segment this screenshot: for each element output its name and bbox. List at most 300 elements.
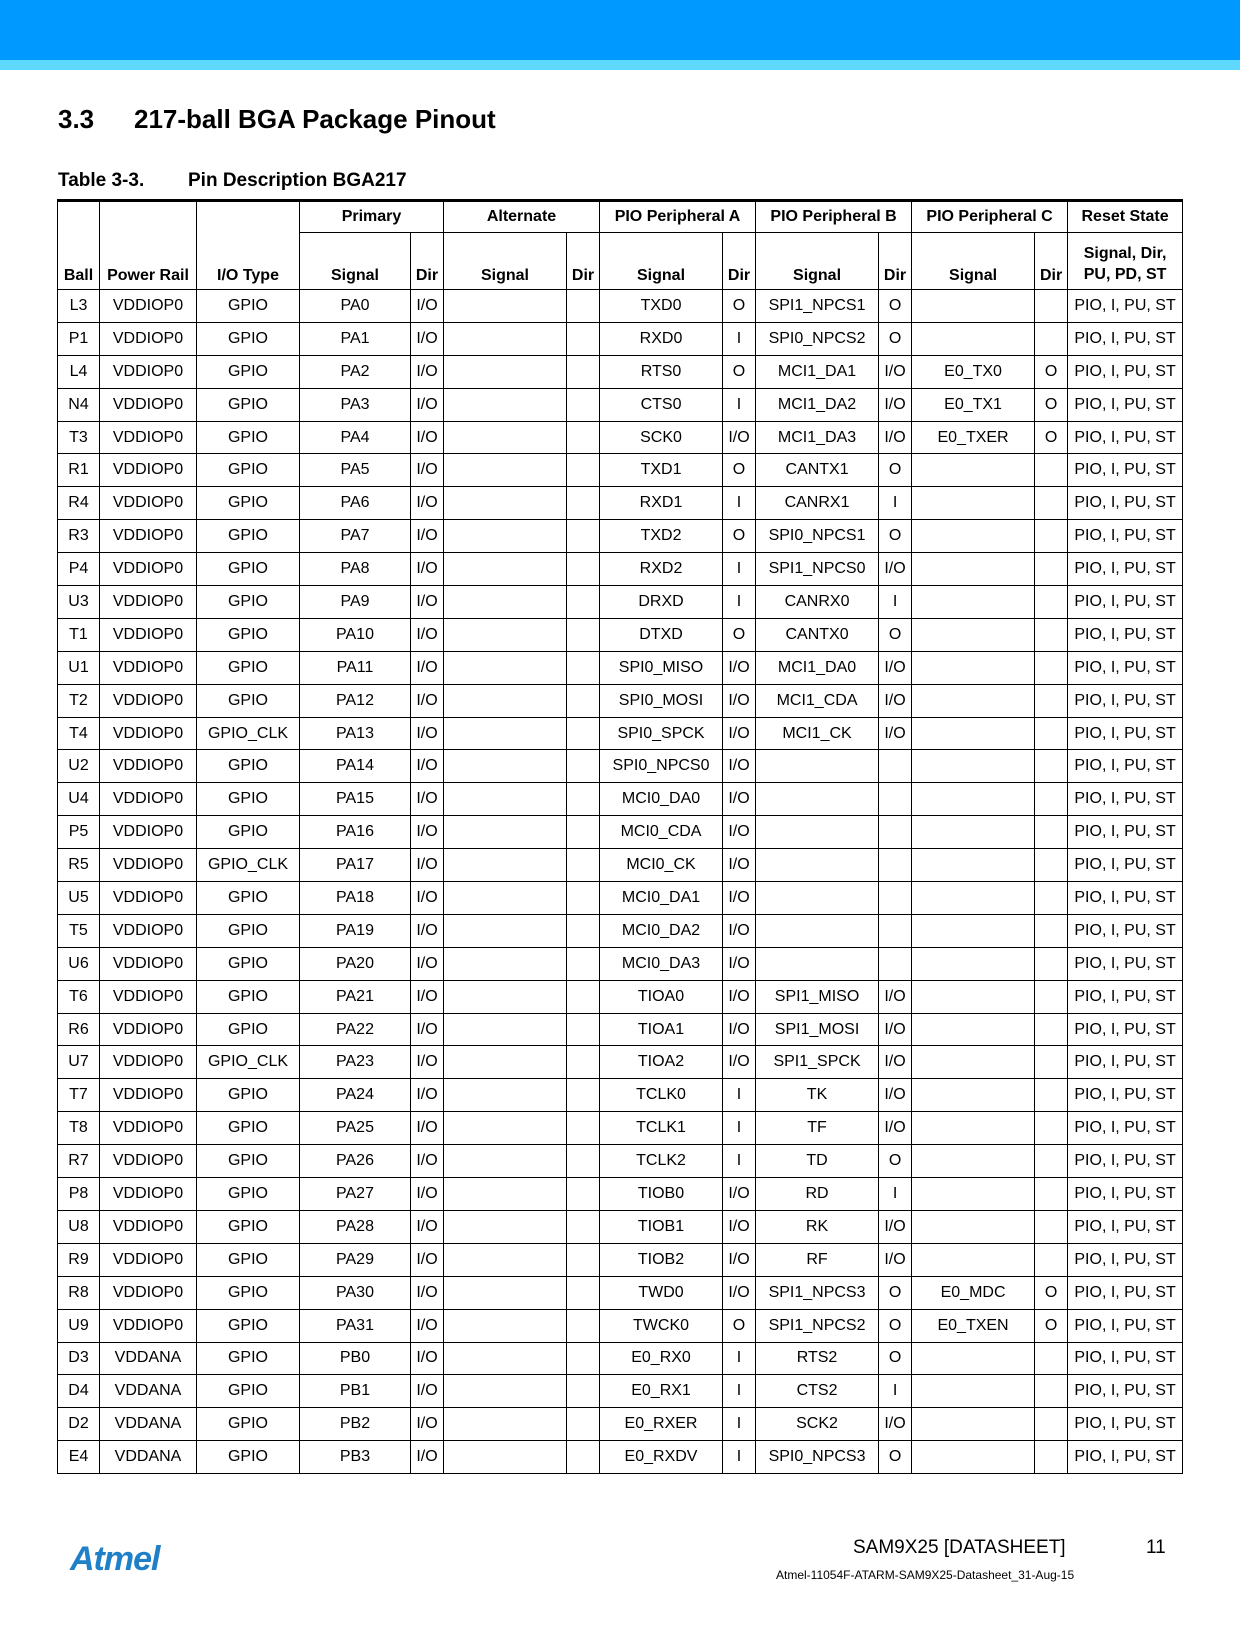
cell-pio-b-signal: TK — [756, 1079, 879, 1112]
cell-pio-a-signal: E0_RX0 — [600, 1342, 723, 1375]
cell-pio-b-signal: MCI1_DA3 — [756, 421, 879, 454]
cell-reset-state: PIO, I, PU, ST — [1068, 980, 1183, 1013]
cell-primary-signal: PA20 — [300, 947, 411, 980]
cell-power-rail: VDDIOP0 — [100, 1309, 197, 1342]
cell-pio-b-signal — [756, 816, 879, 849]
cell-primary-dir: I/O — [411, 355, 444, 388]
cell-pio-a-signal: MCI0_DA0 — [600, 783, 723, 816]
table-row — [58, 1408, 1183, 1441]
cell-pio-a-dir: I/O — [723, 1210, 756, 1243]
cell-power-rail: VDDIOP0 — [100, 980, 197, 1013]
cell-alternate-signal — [444, 914, 567, 947]
cell-pio-b-dir: I/O — [879, 1408, 912, 1441]
table-row — [58, 1079, 1183, 1112]
cell-pio-b-signal: SPI1_NPCS1 — [756, 290, 879, 323]
table-caption-label: Table 3-3. — [58, 170, 145, 191]
cell-pio-c-dir — [1035, 783, 1068, 816]
cell-pio-a-signal: DTXD — [600, 618, 723, 651]
cell-pio-c-signal — [912, 651, 1035, 684]
cell-pio-a-dir: I — [723, 322, 756, 355]
table-row — [58, 1178, 1183, 1211]
cell-pio-a-dir: O — [723, 618, 756, 651]
cell-pio-c-dir: O — [1035, 421, 1068, 454]
cell-alternate-signal — [444, 454, 567, 487]
cell-pio-a-signal: RXD1 — [600, 487, 723, 520]
cell-alternate-signal — [444, 980, 567, 1013]
col-header-alternate-dir: Dir — [567, 233, 600, 290]
cell-pio-c-signal — [912, 882, 1035, 915]
cell-alternate-dir — [567, 1408, 600, 1441]
cell-pio-c-signal — [912, 750, 1035, 783]
cell-pio-b-signal: CANRX0 — [756, 586, 879, 619]
cell-power-rail: VDDIOP0 — [100, 454, 197, 487]
group-header-pio-b: PIO Peripheral B — [756, 201, 912, 233]
cell-reset-state: PIO, I, PU, ST — [1068, 783, 1183, 816]
cell-pio-c-dir — [1035, 290, 1068, 323]
cell-power-rail: VDDIOP0 — [100, 717, 197, 750]
cell-primary-dir: I/O — [411, 454, 444, 487]
cell-pio-b-dir: O — [879, 1276, 912, 1309]
cell-pio-b-signal: CTS2 — [756, 1375, 879, 1408]
cell-reset-state: PIO, I, PU, ST — [1068, 1046, 1183, 1079]
cell-io-type: GPIO — [197, 1408, 300, 1441]
cell-alternate-signal — [444, 1408, 567, 1441]
cell-alternate-signal — [444, 651, 567, 684]
cell-pio-b-dir: I/O — [879, 980, 912, 1013]
cell-pio-b-signal: TD — [756, 1145, 879, 1178]
cell-pio-a-signal: TIOB1 — [600, 1210, 723, 1243]
cell-ball: R9 — [58, 1243, 100, 1276]
cell-pio-b-signal: RTS2 — [756, 1342, 879, 1375]
table-row — [58, 914, 1183, 947]
cell-io-type: GPIO — [197, 947, 300, 980]
cell-primary-signal: PA12 — [300, 684, 411, 717]
cell-pio-c-dir — [1035, 322, 1068, 355]
cell-alternate-dir — [567, 1375, 600, 1408]
cell-power-rail: VDDIOP0 — [100, 388, 197, 421]
cell-pio-c-dir — [1035, 1375, 1068, 1408]
cell-primary-dir: I/O — [411, 618, 444, 651]
footer-doc-id: Atmel-11054F-ATARM-SAM9X25-Datasheet_31-Aug-15 — [776, 1568, 1075, 1582]
cell-pio-c-signal — [912, 1243, 1035, 1276]
cell-alternate-dir — [567, 388, 600, 421]
cell-pio-a-dir: I/O — [723, 816, 756, 849]
cell-io-type: GPIO — [197, 1210, 300, 1243]
cell-power-rail: VDDIOP0 — [100, 816, 197, 849]
cell-pio-c-signal — [912, 487, 1035, 520]
table-body — [58, 290, 1183, 1474]
table-row — [58, 816, 1183, 849]
cell-alternate-signal — [444, 553, 567, 586]
cell-io-type: GPIO — [197, 553, 300, 586]
col-header-primary-dir: Dir — [411, 233, 444, 290]
table-row — [58, 1145, 1183, 1178]
cell-alternate-dir — [567, 1210, 600, 1243]
table-row — [58, 947, 1183, 980]
cell-ball: U4 — [58, 783, 100, 816]
table-row — [58, 421, 1183, 454]
cell-pio-c-signal — [912, 454, 1035, 487]
cell-primary-signal: PA10 — [300, 618, 411, 651]
cell-pio-b-signal: SPI1_NPCS2 — [756, 1309, 879, 1342]
cell-primary-dir: I/O — [411, 980, 444, 1013]
cell-primary-dir: I/O — [411, 586, 444, 619]
cell-pio-a-signal: SPI0_NPCS0 — [600, 750, 723, 783]
cell-ball: R3 — [58, 520, 100, 553]
cell-pio-c-signal — [912, 1210, 1035, 1243]
cell-reset-state: PIO, I, PU, ST — [1068, 1210, 1183, 1243]
cell-pio-b-signal: SPI0_NPCS2 — [756, 322, 879, 355]
cell-alternate-dir — [567, 355, 600, 388]
cell-reset-state: PIO, I, PU, ST — [1068, 421, 1183, 454]
cell-pio-b-signal: CANRX1 — [756, 487, 879, 520]
cell-power-rail: VDDIOP0 — [100, 914, 197, 947]
table-row — [58, 1046, 1183, 1079]
cell-primary-signal: PA19 — [300, 914, 411, 947]
cell-power-rail: VDDIOP0 — [100, 618, 197, 651]
cell-pio-a-signal: TWD0 — [600, 1276, 723, 1309]
cell-pio-b-dir: I — [879, 1178, 912, 1211]
cell-reset-state: PIO, I, PU, ST — [1068, 1145, 1183, 1178]
cell-io-type: GPIO — [197, 1375, 300, 1408]
cell-primary-signal: PA0 — [300, 290, 411, 323]
table-caption-title: Pin Description BGA217 — [188, 170, 407, 191]
cell-ball: D3 — [58, 1342, 100, 1375]
cell-pio-c-signal — [912, 290, 1035, 323]
cell-alternate-dir — [567, 651, 600, 684]
cell-pio-b-signal: RD — [756, 1178, 879, 1211]
table-row — [58, 1309, 1183, 1342]
cell-alternate-signal — [444, 1145, 567, 1178]
cell-pio-b-dir: I/O — [879, 421, 912, 454]
cell-primary-signal: PA23 — [300, 1046, 411, 1079]
cell-power-rail: VDDIOP0 — [100, 947, 197, 980]
cell-pio-c-signal — [912, 586, 1035, 619]
cell-pio-a-dir: I — [723, 1342, 756, 1375]
cell-pio-c-dir — [1035, 520, 1068, 553]
col-header-pio-b-signal: Signal — [756, 233, 879, 290]
cell-pio-b-dir: I — [879, 1375, 912, 1408]
cell-alternate-signal — [444, 1342, 567, 1375]
cell-pio-c-signal: E0_TXEN — [912, 1309, 1035, 1342]
cell-power-rail: VDDIOP0 — [100, 487, 197, 520]
cell-primary-signal: PA13 — [300, 717, 411, 750]
cell-power-rail: VDDIOP0 — [100, 849, 197, 882]
cell-reset-state: PIO, I, PU, ST — [1068, 1375, 1183, 1408]
cell-alternate-dir — [567, 1309, 600, 1342]
cell-alternate-signal — [444, 947, 567, 980]
cell-alternate-dir — [567, 1046, 600, 1079]
cell-pio-c-dir — [1035, 980, 1068, 1013]
cell-ball: U5 — [58, 882, 100, 915]
cell-pio-a-dir: I/O — [723, 1243, 756, 1276]
table-row — [58, 684, 1183, 717]
cell-alternate-signal — [444, 717, 567, 750]
cell-primary-signal: PA21 — [300, 980, 411, 1013]
col-header-pio-c-signal: Signal — [912, 233, 1035, 290]
table-row — [58, 1243, 1183, 1276]
cell-alternate-dir — [567, 322, 600, 355]
cell-ball: D4 — [58, 1375, 100, 1408]
cell-alternate-dir — [567, 421, 600, 454]
cell-pio-a-signal: E0_RX1 — [600, 1375, 723, 1408]
cell-alternate-signal — [444, 1309, 567, 1342]
cell-reset-state: PIO, I, PU, ST — [1068, 618, 1183, 651]
cell-pio-b-dir: O — [879, 618, 912, 651]
cell-alternate-dir — [567, 520, 600, 553]
table-row — [58, 1210, 1183, 1243]
cell-alternate-signal — [444, 1079, 567, 1112]
cell-io-type: GPIO — [197, 388, 300, 421]
cell-primary-signal: PA3 — [300, 388, 411, 421]
cell-pio-c-dir — [1035, 553, 1068, 586]
cell-io-type: GPIO_CLK — [197, 1046, 300, 1079]
cell-reset-state: PIO, I, PU, ST — [1068, 717, 1183, 750]
cell-alternate-signal — [444, 618, 567, 651]
cell-pio-a-signal: TCLK2 — [600, 1145, 723, 1178]
cell-primary-dir: I/O — [411, 1145, 444, 1178]
cell-primary-dir: I/O — [411, 914, 444, 947]
cell-pio-b-signal: MCI1_DA0 — [756, 651, 879, 684]
cell-alternate-signal — [444, 1178, 567, 1211]
cell-pio-c-signal — [912, 1112, 1035, 1145]
cell-pio-c-dir — [1035, 717, 1068, 750]
table-row — [58, 783, 1183, 816]
cell-io-type: GPIO — [197, 586, 300, 619]
cell-alternate-signal — [444, 355, 567, 388]
cell-pio-a-dir: I — [723, 487, 756, 520]
cell-primary-dir: I/O — [411, 322, 444, 355]
cell-power-rail: VDDIOP0 — [100, 1243, 197, 1276]
cell-io-type: GPIO — [197, 421, 300, 454]
cell-pio-b-signal: RF — [756, 1243, 879, 1276]
cell-pio-a-signal: TIOA0 — [600, 980, 723, 1013]
cell-alternate-signal — [444, 783, 567, 816]
cell-ball: T6 — [58, 980, 100, 1013]
cell-ball: L4 — [58, 355, 100, 388]
cell-primary-signal: PB3 — [300, 1441, 411, 1474]
cell-reset-state: PIO, I, PU, ST — [1068, 520, 1183, 553]
cell-ball: U1 — [58, 651, 100, 684]
cell-reset-state: PIO, I, PU, ST — [1068, 1243, 1183, 1276]
cell-primary-dir: I/O — [411, 487, 444, 520]
table-row — [58, 388, 1183, 421]
cell-pio-a-dir: I/O — [723, 914, 756, 947]
cell-reset-state: PIO, I, PU, ST — [1068, 355, 1183, 388]
cell-pio-b-dir — [879, 816, 912, 849]
table-row — [58, 1342, 1183, 1375]
table-group-header-row — [58, 201, 1183, 233]
cell-pio-c-dir — [1035, 1112, 1068, 1145]
cell-reset-state: PIO, I, PU, ST — [1068, 290, 1183, 323]
cell-pio-b-dir: I/O — [879, 355, 912, 388]
cell-io-type: GPIO — [197, 980, 300, 1013]
cell-pio-a-dir: I/O — [723, 980, 756, 1013]
cell-pio-c-dir — [1035, 1210, 1068, 1243]
cell-power-rail: VDDIOP0 — [100, 1145, 197, 1178]
cell-io-type: GPIO — [197, 520, 300, 553]
table-row — [58, 355, 1183, 388]
cell-pio-a-dir: I — [723, 388, 756, 421]
table-row — [58, 290, 1183, 323]
cell-primary-signal: PB0 — [300, 1342, 411, 1375]
cell-pio-a-signal: CTS0 — [600, 388, 723, 421]
cell-pio-b-dir — [879, 849, 912, 882]
cell-reset-state: PIO, I, PU, ST — [1068, 388, 1183, 421]
cell-primary-dir: I/O — [411, 750, 444, 783]
cell-pio-a-dir: O — [723, 290, 756, 323]
cell-pio-a-dir: I/O — [723, 849, 756, 882]
cell-pio-b-signal: SPI1_NPCS0 — [756, 553, 879, 586]
cell-pio-c-dir — [1035, 750, 1068, 783]
cell-alternate-signal — [444, 750, 567, 783]
cell-reset-state: PIO, I, PU, ST — [1068, 1342, 1183, 1375]
cell-pio-b-dir: O — [879, 520, 912, 553]
cell-pio-a-signal: RTS0 — [600, 355, 723, 388]
cell-alternate-dir — [567, 1145, 600, 1178]
cell-pio-b-signal: SPI0_NPCS1 — [756, 520, 879, 553]
cell-io-type: GPIO — [197, 1276, 300, 1309]
cell-pio-c-signal: E0_MDC — [912, 1276, 1035, 1309]
cell-pio-c-dir: O — [1035, 1276, 1068, 1309]
cell-power-rail: VDDIOP0 — [100, 1276, 197, 1309]
cell-pio-c-signal — [912, 322, 1035, 355]
cell-pio-a-dir: I/O — [723, 1178, 756, 1211]
cell-reset-state: PIO, I, PU, ST — [1068, 322, 1183, 355]
cell-pio-a-dir: I/O — [723, 750, 756, 783]
cell-pio-b-dir: I/O — [879, 1013, 912, 1046]
cell-pio-b-dir: I/O — [879, 1046, 912, 1079]
cell-pio-b-dir: I/O — [879, 717, 912, 750]
cell-ball: U7 — [58, 1046, 100, 1079]
cell-reset-state: PIO, I, PU, ST — [1068, 651, 1183, 684]
cell-alternate-dir — [567, 717, 600, 750]
cell-power-rail: VDDIOP0 — [100, 1046, 197, 1079]
cell-primary-signal: PA5 — [300, 454, 411, 487]
cell-pio-a-signal: SPI0_MISO — [600, 651, 723, 684]
cell-power-rail: VDDIOP0 — [100, 684, 197, 717]
cell-reset-state: PIO, I, PU, ST — [1068, 684, 1183, 717]
cell-pio-b-dir: I — [879, 586, 912, 619]
cell-pio-a-signal: TIOB0 — [600, 1178, 723, 1211]
cell-alternate-dir — [567, 1178, 600, 1211]
cell-ball: T4 — [58, 717, 100, 750]
cell-ball: R5 — [58, 849, 100, 882]
cell-reset-state: PIO, I, PU, ST — [1068, 1178, 1183, 1211]
cell-power-rail: VDDIOP0 — [100, 322, 197, 355]
cell-pio-c-signal — [912, 849, 1035, 882]
cell-pio-a-dir: I/O — [723, 684, 756, 717]
cell-pio-a-dir: I — [723, 586, 756, 619]
cell-alternate-signal — [444, 322, 567, 355]
cell-ball: U2 — [58, 750, 100, 783]
cell-power-rail: VDDIOP0 — [100, 586, 197, 619]
cell-pio-c-dir — [1035, 1079, 1068, 1112]
cell-alternate-signal — [444, 1210, 567, 1243]
group-header-primary: Primary — [300, 201, 444, 233]
cell-pio-a-signal: SPI0_SPCK — [600, 717, 723, 750]
cell-pio-c-dir — [1035, 1441, 1068, 1474]
cell-pio-c-dir — [1035, 816, 1068, 849]
cell-primary-dir: I/O — [411, 849, 444, 882]
cell-pio-a-dir: I/O — [723, 882, 756, 915]
cell-ball: T3 — [58, 421, 100, 454]
cell-primary-signal: PB2 — [300, 1408, 411, 1441]
cell-primary-dir: I/O — [411, 1112, 444, 1145]
cell-reset-state: PIO, I, PU, ST — [1068, 586, 1183, 619]
header-banner — [0, 0, 1240, 60]
cell-ball: L3 — [58, 290, 100, 323]
cell-pio-c-dir — [1035, 1342, 1068, 1375]
cell-pio-b-dir — [879, 914, 912, 947]
cell-reset-state: PIO, I, PU, ST — [1068, 914, 1183, 947]
cell-pio-b-dir: O — [879, 454, 912, 487]
cell-reset-state: PIO, I, PU, ST — [1068, 816, 1183, 849]
cell-io-type: GPIO — [197, 914, 300, 947]
col-header-pio-c-dir: Dir — [1035, 233, 1068, 290]
cell-pio-c-dir — [1035, 1046, 1068, 1079]
cell-io-type: GPIO — [197, 454, 300, 487]
cell-pio-b-signal: RK — [756, 1210, 879, 1243]
table-row — [58, 717, 1183, 750]
cell-pio-c-dir — [1035, 618, 1068, 651]
cell-pio-c-signal — [912, 618, 1035, 651]
cell-pio-a-dir: I/O — [723, 421, 756, 454]
col-header-pio-a-signal: Signal — [600, 233, 723, 290]
cell-pio-a-signal: TXD1 — [600, 454, 723, 487]
cell-pio-c-signal — [912, 717, 1035, 750]
cell-pio-c-dir — [1035, 454, 1068, 487]
cell-power-rail: VDDIOP0 — [100, 1013, 197, 1046]
table-row — [58, 750, 1183, 783]
cell-pio-a-signal: RXD0 — [600, 322, 723, 355]
col-header-power-rail: Power Rail — [100, 201, 197, 290]
cell-pio-b-signal — [756, 882, 879, 915]
footer-page-number: 11 — [1146, 1537, 1166, 1558]
cell-pio-a-signal: SPI0_MOSI — [600, 684, 723, 717]
cell-ball: T5 — [58, 914, 100, 947]
cell-reset-state: PIO, I, PU, ST — [1068, 849, 1183, 882]
cell-ball: R6 — [58, 1013, 100, 1046]
cell-io-type: GPIO — [197, 355, 300, 388]
cell-pio-a-dir: I/O — [723, 1046, 756, 1079]
cell-pio-c-dir — [1035, 849, 1068, 882]
cell-pio-b-dir: O — [879, 1342, 912, 1375]
cell-primary-dir: I/O — [411, 1210, 444, 1243]
cell-alternate-dir — [567, 1441, 600, 1474]
cell-alternate-signal — [444, 1112, 567, 1145]
cell-ball: E4 — [58, 1441, 100, 1474]
cell-primary-signal: PA1 — [300, 322, 411, 355]
cell-io-type: GPIO_CLK — [197, 717, 300, 750]
cell-pio-c-signal — [912, 1145, 1035, 1178]
cell-pio-c-signal — [912, 1441, 1035, 1474]
cell-alternate-dir — [567, 454, 600, 487]
cell-pio-a-signal: TIOB2 — [600, 1243, 723, 1276]
cell-ball: U9 — [58, 1309, 100, 1342]
cell-pio-a-dir: I/O — [723, 783, 756, 816]
cell-pio-c-signal — [912, 1375, 1035, 1408]
cell-pio-a-signal: TXD0 — [600, 290, 723, 323]
cell-pio-b-dir: I — [879, 487, 912, 520]
cell-alternate-dir — [567, 882, 600, 915]
cell-pio-b-signal: SPI1_MOSI — [756, 1013, 879, 1046]
cell-pio-b-signal: MCI1_DA2 — [756, 388, 879, 421]
cell-ball: P4 — [58, 553, 100, 586]
cell-pio-b-dir: I/O — [879, 553, 912, 586]
cell-pio-b-signal — [756, 783, 879, 816]
cell-alternate-signal — [444, 1276, 567, 1309]
